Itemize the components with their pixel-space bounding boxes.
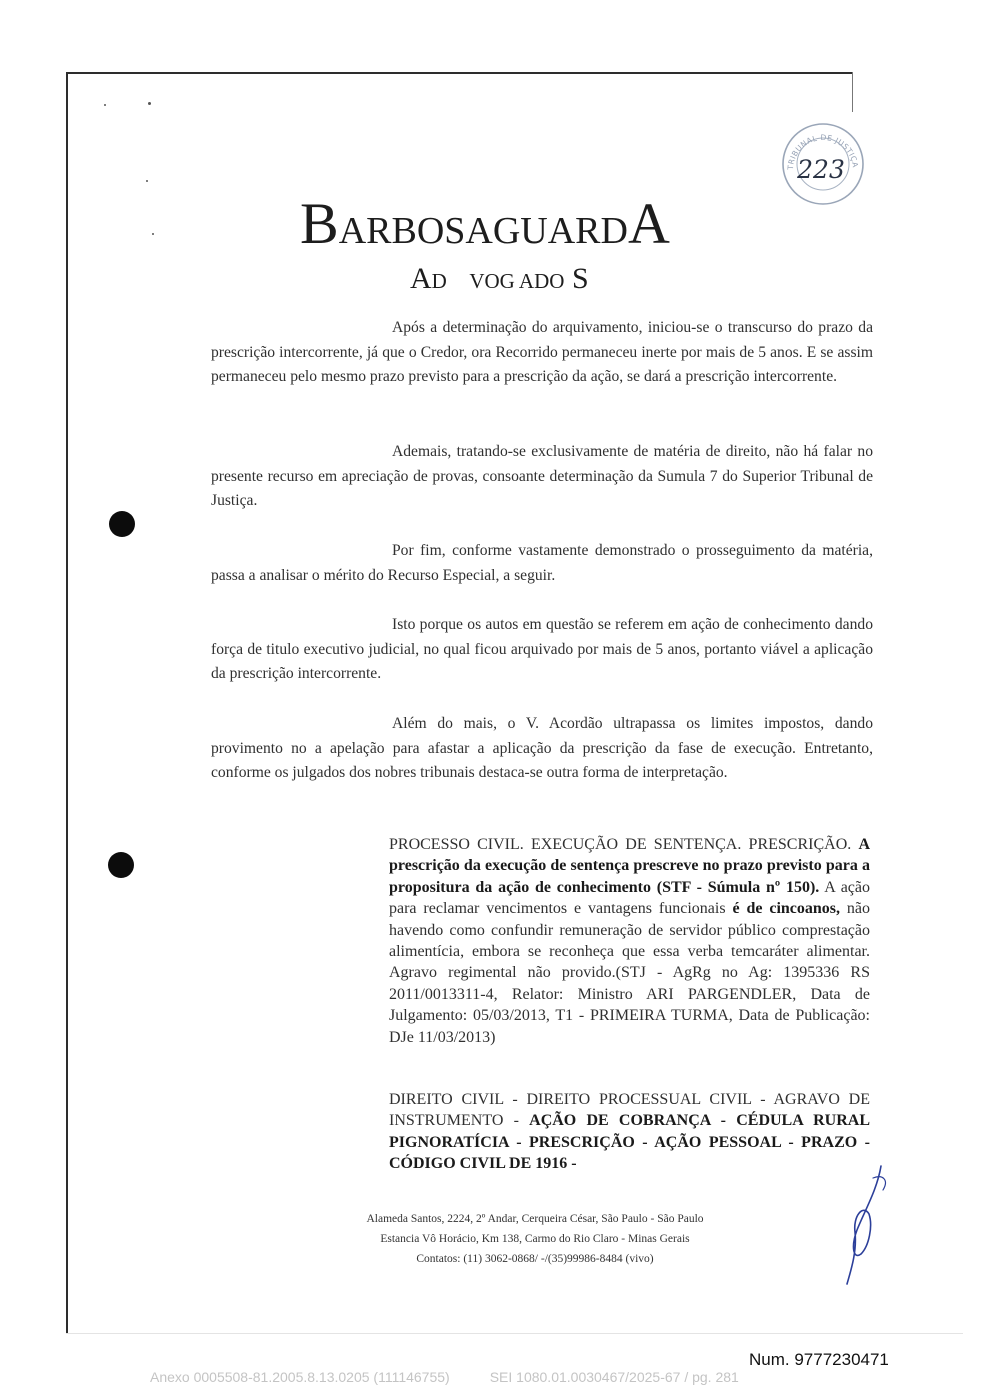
punch-hole-top bbox=[109, 511, 135, 537]
firm-name-middle: ARBOSAGUARD bbox=[338, 210, 628, 252]
paragraph-text: Além do mais, o V. Acordão ultrapassa os limites impostos, dando provimento no a apelação para afastar a aplicação da prescrição da fase de execução. Entretanto, conforme os julgados dos nobres tribunais destaca-se outra forma de interpretação. bbox=[211, 715, 873, 782]
firm-name-initial: B bbox=[300, 191, 339, 256]
sei-reference: SEI 1080.01.0030467/2025-67 / pg. 281 bbox=[489, 1369, 739, 1385]
document-number: Num. 9777230471 bbox=[749, 1350, 889, 1369]
quote-emphasis: A prescrição da execução de sentença prescreve no prazo previsto para a propositura da ação de conhecimento (STF - Súmula nº 150). bbox=[389, 836, 871, 896]
seal-text: TRIBUNAL DE JUSTIÇA bbox=[785, 132, 860, 171]
firm-subtitle-a: A bbox=[410, 262, 432, 295]
firm-subtitle-d: D bbox=[431, 269, 447, 293]
firm-subtitle bbox=[410, 262, 670, 296]
annex-reference bbox=[150, 1369, 870, 1385]
footer-address bbox=[300, 1209, 770, 1269]
handwritten-signature bbox=[843, 1160, 893, 1288]
page-border-top bbox=[66, 72, 853, 74]
paragraph bbox=[211, 613, 873, 687]
page-border-left bbox=[66, 72, 68, 1334]
paragraph bbox=[211, 712, 873, 786]
court-seal bbox=[779, 116, 865, 210]
scan-edge bbox=[66, 1333, 963, 1334]
footer-line: Estancia Vô Horácio, Km 138, Carmo do Rio Claro - Minas Gerais bbox=[380, 1233, 690, 1245]
scan-speck bbox=[152, 233, 154, 235]
paragraph bbox=[211, 539, 873, 588]
firm-name bbox=[300, 190, 720, 257]
quote-emphasis: é de cincoanos, bbox=[732, 900, 841, 918]
quote-text: não havendo como confundir remuneração de servidor público comprestação alimentícia, embora se reconheça que essa verba temcaráter alimentar. Agravo regimental não provido.(STJ - AgRg no Ag: 1395336 RS 2011/0013311-4, Relator: Ministro ARI PARGENDLER, Data de Julgamento: 05/03/2013, T1 - PRIMEIRA TURMA, Data de Publicação: DJe 11/03/2013) bbox=[389, 900, 871, 1046]
seal-page-number: 223 bbox=[797, 155, 845, 184]
paragraph-text: Por fim, conforme vastamente demonstrado o prosseguimento da matéria, passa a analisar o mérito do Recurso Especial, a seguir. bbox=[211, 542, 873, 584]
page-border-right bbox=[852, 72, 853, 112]
quote-emphasis: AÇÃO DE COBRANÇA - CÉDULA RURAL PIGNORATÍCIA - PRESCRIÇÃO - AÇÃO PESSOAL - PRAZO - CÓDIGO CIVIL DE 1916 - bbox=[389, 1112, 871, 1173]
scan-speck bbox=[104, 104, 106, 106]
footer-line: Alameda Santos, 2224, 2º Andar, Cerqueira César, São Paulo - São Paulo bbox=[366, 1213, 704, 1225]
quote-text: PROCESSO CIVIL. EXECUÇÃO DE SENTENÇA. PRESCRIÇÃO. bbox=[389, 836, 852, 853]
firm-subtitle-vogado: VOG ADO bbox=[469, 269, 565, 293]
firm-subtitle-s: S bbox=[571, 262, 589, 295]
scan-speck bbox=[148, 102, 151, 105]
paragraph-text: Isto porque os autos em questão se referem em ação de conhecimento dando força de titulo executivo judicial, no qual ficou arquivado por mais de 5 anos, portanto viável a aplicação da prescrição intercorrente. bbox=[211, 616, 873, 683]
paragraph-text: Ademais, tratando-se exclusivamente de matéria de direito, não há falar no presente recurso em apreciação de provas, consoante determinação da Sumula 7 do Superior Tribunal de Justiça. bbox=[211, 443, 873, 510]
firm-name-final: A bbox=[627, 191, 670, 256]
paragraph bbox=[211, 316, 873, 390]
quote-text: A ação para reclamar vencimentos e vantagens funcionais bbox=[389, 878, 871, 918]
punch-hole-bottom bbox=[108, 852, 134, 878]
case-law-quote bbox=[389, 1089, 870, 1175]
case-law-quote bbox=[389, 834, 870, 1048]
scan-speck bbox=[146, 180, 148, 182]
paragraph bbox=[211, 440, 873, 514]
quote-text: DIREITO CIVIL - DIREITO PROCESSUAL CIVIL - AGRAVO DE INSTRUMENTO - bbox=[389, 1091, 870, 1130]
paragraph-text: Após a determinação do arquivamento, iniciou-se o transcurso do prazo da prescrição intercorrente, já que o Credor, ora Recorrido permaneceu inerte por mais de 5 anos. E se assim permaneceu pelo mesmo prazo previsto para a prescrição da ação, se dará a prescrição intercorrente. bbox=[211, 319, 873, 386]
annex-number: Anexo 0005508-81.2005.8.13.0205 (111146755) bbox=[150, 1369, 450, 1385]
footer-line: Contatos: (11) 3062-0868/ -/(35)99986-8484 (vivo) bbox=[416, 1253, 654, 1265]
